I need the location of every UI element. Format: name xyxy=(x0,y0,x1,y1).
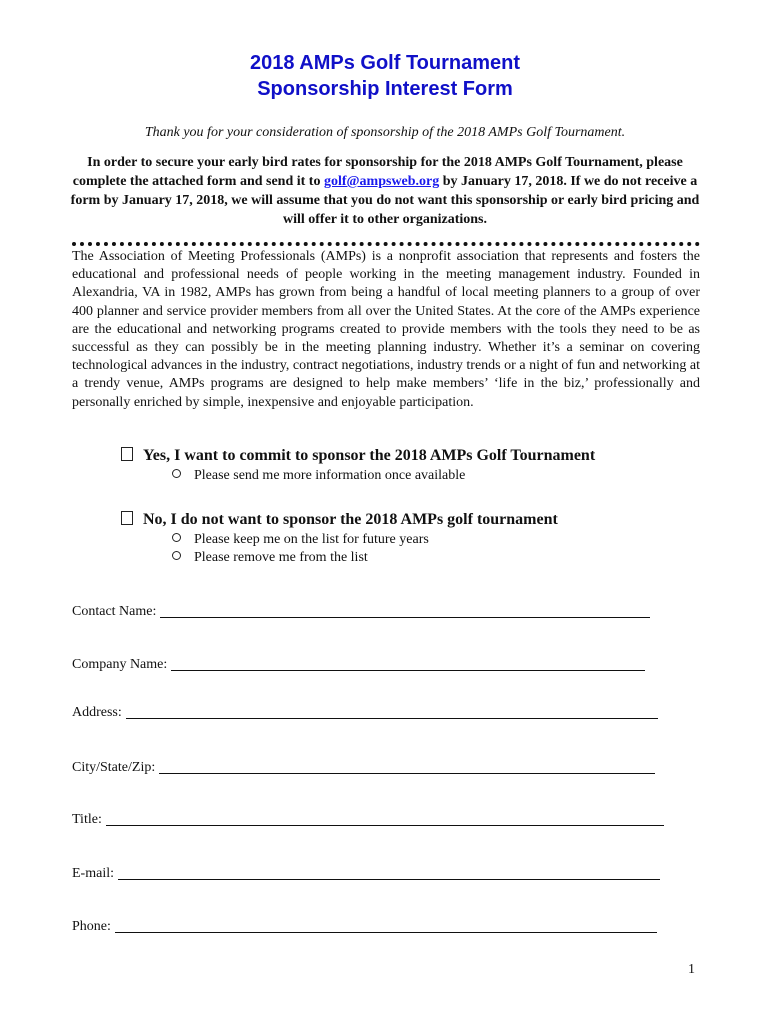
no-option[interactable] xyxy=(121,511,558,529)
intro-text-before: In order to secure your early bird rates for sponsorship for the 2018 AMPs Golf Tournament, please complete the attached form and send it to xyxy=(72,155,683,189)
thank-you-note: Thank you for your consideration of sponsorship of the 2018 AMPs Golf Tournament. xyxy=(144,125,626,140)
page-number: 1 xyxy=(688,962,695,977)
city-state-zip-input-line[interactable] xyxy=(159,759,655,774)
title-field[interactable] xyxy=(72,811,664,828)
phone-label: Phone: xyxy=(72,919,111,934)
no-option-label: No, I do not want to sponsor the 2018 AMPs golf tournament xyxy=(143,511,558,528)
address-field[interactable] xyxy=(72,704,658,721)
contact-name-label: Contact Name: xyxy=(72,604,157,619)
phone-input-line[interactable] xyxy=(115,918,657,933)
no-suboption-remove-from-list[interactable] xyxy=(172,550,368,566)
no-checkbox[interactable] xyxy=(121,511,133,525)
title-input-line[interactable] xyxy=(106,811,664,826)
yes-option-label: Yes, I want to commit to sponsor the 2018 AMPs Golf Tournament xyxy=(143,447,596,464)
suboption-label: Please keep me on the list for future years xyxy=(194,532,429,547)
yes-option[interactable] xyxy=(121,447,595,465)
yes-checkbox[interactable] xyxy=(121,447,133,461)
address-input-line[interactable] xyxy=(126,704,658,719)
phone-field[interactable] xyxy=(72,918,657,935)
email-input-line[interactable] xyxy=(118,865,660,880)
radio-circle-icon[interactable] xyxy=(172,469,181,478)
intro-paragraph xyxy=(68,153,702,229)
no-suboption-keep-on-list[interactable] xyxy=(172,532,429,548)
about-paragraph: The Association of Meeting Professionals (AMPs) is a nonprofit association that represents and fosters the educational and professional needs of people working in the meeting management industry. Founded in Alexandria, VA in 1982, AMPs has grown from being a handful of local meeting planners to a group of over 400 planner and service provider members from all over the United States. At the core of the AMPs experience are the educational and networking programs created to provide members with the tools they need to be as successful as they can possibly be in the meeting planning industry. Whether it’s a seminar on covering technological advances in the industry, contract negotiations, industry trends or a night of fun and networking at a trendy venue, AMPs programs are designed to help make members’ ‘life in the biz,’ professionally and personally enriched by simple, inexpensive and enjoyable participation. xyxy=(72,249,700,410)
dotted-divider xyxy=(72,242,700,246)
contact-name-field[interactable] xyxy=(72,603,650,620)
radio-circle-icon[interactable] xyxy=(172,533,181,542)
company-name-label: Company Name: xyxy=(72,657,168,672)
company-name-field[interactable] xyxy=(72,656,645,673)
form-title: 2018 AMPs Golf Tournament xyxy=(249,52,521,74)
city-state-zip-label: City/State/Zip: xyxy=(72,760,156,775)
city-state-zip-field[interactable] xyxy=(72,759,655,776)
title-label: Title: xyxy=(72,812,102,827)
intro-text-after: by January 17, 2018. If we do not receive a form by January 17, 2018, we will assume that you do not want this sponsorship or early bird pricing and will offer it to other organizations. xyxy=(70,174,700,227)
email-link[interactable]: golf@ampsweb.org xyxy=(323,174,440,189)
company-name-input-line[interactable] xyxy=(171,656,645,671)
address-label: Address: xyxy=(72,705,122,720)
suboption-label: Please remove me from the list xyxy=(194,550,368,565)
form-subtitle: Sponsorship Interest Form xyxy=(257,78,513,100)
radio-circle-icon[interactable] xyxy=(172,551,181,560)
suboption-label: Please send me more information once available xyxy=(194,468,466,483)
yes-suboption-more-info[interactable] xyxy=(172,468,465,484)
contact-name-input-line[interactable] xyxy=(160,603,650,618)
email-field[interactable] xyxy=(72,865,660,882)
email-label: E-mail: xyxy=(72,866,114,881)
